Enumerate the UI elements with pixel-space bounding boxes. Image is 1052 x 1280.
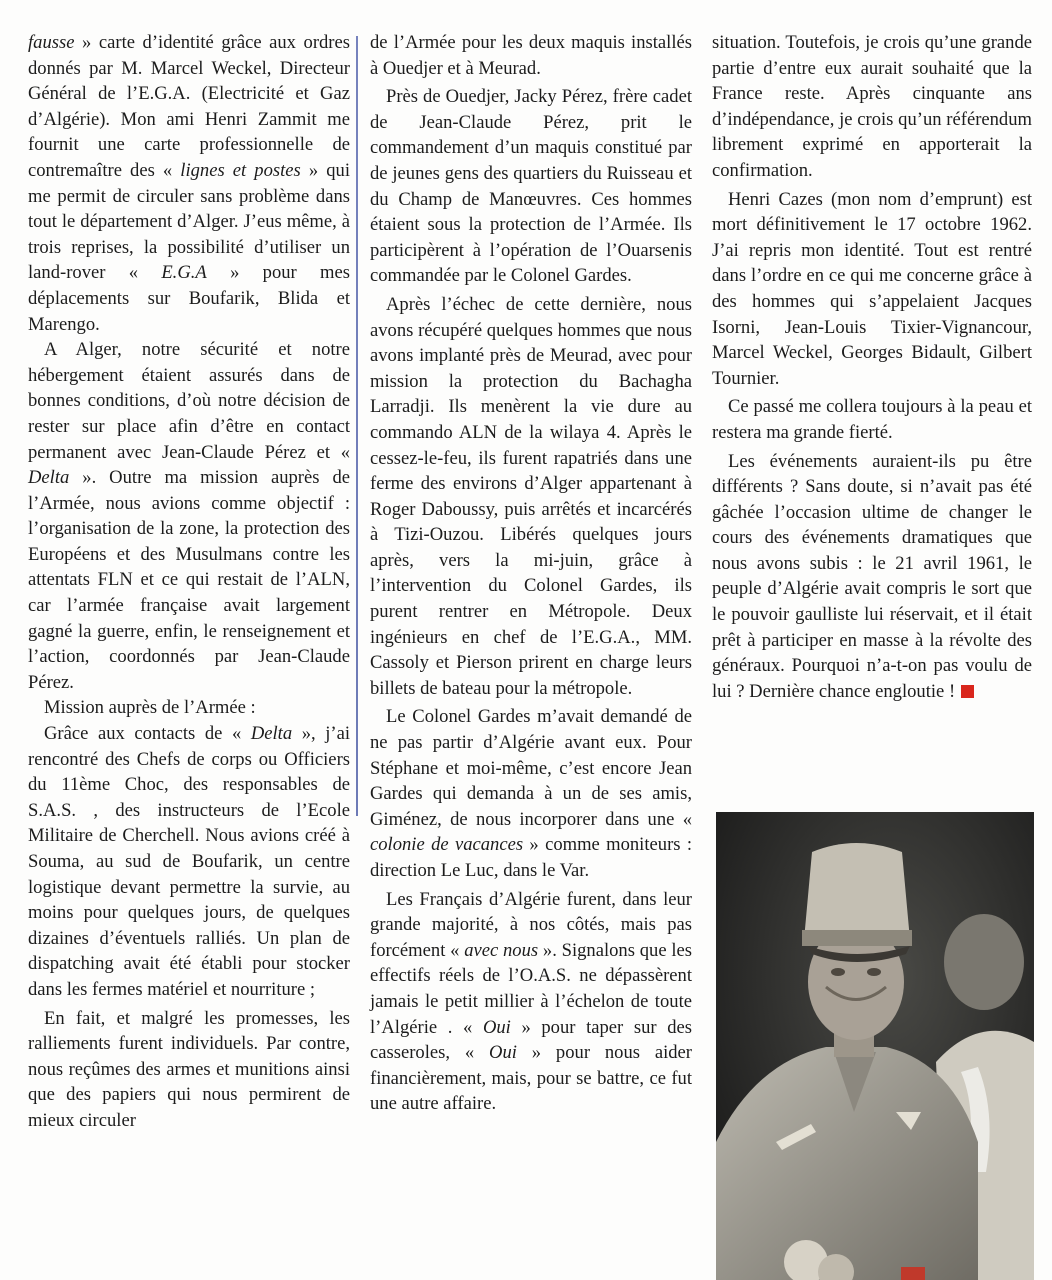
paragraph: En fait, et malgré les promesses, les ralliements furent individuels. Par contre, nous reçûmes des armes et munitions ainsi que des papiers qui nous permirent de mieux circuler [28, 1007, 350, 1131]
end-of-article-marker-icon [961, 685, 974, 698]
paragraph: Ce passé me collera toujours à la peau et restera ma grande fierté. [712, 396, 1032, 443]
paragraph: Le Colonel Gardes m’avait demandé de ne pas partir d’Algérie avant eux. Pour Stéphane et moi-même, c’est encore Jean Gardes qui demanda à un de ses amis, Giménez, de nous incorporer dans une « colonie de vacances » comme moniteurs : direction Le Luc, dans le Var. [370, 706, 692, 881]
paragraph: Près de Ouedjer, Jacky Pérez, frère cadet de Jean-Claude Pérez, prit le commandement d’un maquis constitué par de jeunes gens des quartiers du Ruisseau et du Champ de Manœuvres. Ces hommes étaient sous la protection de l’Armée. Ils participèrent à l’opération de l’Ouarsenis commandée par le Colonel Gardes. [370, 86, 692, 287]
paragraph: Les événements auraient-ils pu être différents ? Sans doute, si n’avait pas été gâchée l’occasion ultime de changer le cours des événements dramatiques que nous avons subis : le 21 avril 1961, le peuple d’Algérie avait compris le sort que le pouvoir gaulliste lui réservait, et il était prêt à participer en masse à la révolte des généraux. Pourquoi n’a-t-on pas voulu de lui ? Dernière chance engloutie ! [712, 450, 1032, 702]
paragraph: A Alger, notre sécurité et notre hébergement étaient assurés dans de bonnes conditions, d’où notre décision de rester sur place afin d’être en contact permanent avec Jean-Claude Pérez et « Delta ». Outre ma mission auprès de l’Armée, nous avions comme objectif : l’organisation de la zone, la protection des Européens et des Musulmans contre les attentats FLN et ce qui restait de l’ALN, car l’armée française avait largement gagné la guerre, enfin, le renseignement et l’action, coordonnés par Jean-Claude Pérez. [28, 339, 350, 693]
paragraph: Les Français d’Algérie furent, dans leur grande majorité, à nos côtés, mais pas forcément « avec nous ». Signalons que les effectifs réels de l’O.A.S. ne dépassèrent jamais le petit millier à l’échelon de toute l’Algérie . « Oui » pour taper sur des casseroles, « Oui » pour nous aider financièrement, mais, pour se battre, ce fut une autre affaire. [370, 888, 692, 1115]
margin-pen-line [356, 36, 358, 816]
paragraph: situation. Toutefois, je crois qu’une grande partie d’entre eux aurait souhaité que la France reste. Après cinquante ans d’indépendance, je crois qu’un référendum librement exprimé en apporterait la confirmation. [712, 32, 1032, 181]
paragraph: fausse » carte d’identité grâce aux ordres donnés par M. Marcel Weckel, Directeur Général de l’E.G.A. (Electricité et Gaz d’Algérie). Mon ami Henri Zammit me fournit une carte professionnelle de contremaître des « lignes et postes » qui me permit de circuler sans problème dans tout le département d’Alger. J’eus même, à trois reprises, la possibilité d’utiliser un land-rover « E.G.A » pour mes déplacements sur Boufarik, Blida et Marengo. [28, 32, 350, 335]
text-column-3 [712, 30, 1032, 704]
text-column-1 [28, 30, 350, 1134]
paragraph-subheading: Mission auprès de l’Armée : [44, 697, 256, 719]
paragraph: Henri Cazes (mon nom d’emprunt) est mort définitivement le 17 octobre 1962. J’ai repris mon identité. Tout est rentré dans l’ordre en ce qui me concerne grâce à des hommes qui s’appelaient Jacques Isorni, Jean-Louis Tixier-Vignancour, Marcel Weckel, Georges Bidault, Gilbert Tournier. [712, 188, 1032, 389]
paragraph: Après l’échec de cette dernière, nous avons récupéré quelques hommes que nous avons implanté près de Meurad, avec pour mission la protection du Bachagha Larradji. Ils menèrent la vie dure au commando ALN de la wilaya 4. Après le cessez-le-feu, ils furent rapatriés dans une ferme des environs d’Alger appartenant à Roger Daboussy, puis arrêtés et incarcérés à Tizi-Ouzou. Libérés quelques jours après, vers la mi-juin, grâce à l’intervention du Colonel Gardes, ils purent rentrer en Métropole. Deux ingénieurs en chef de l’E.G.A., MM. Cassoly et Pierson prirent en charge leurs billets de bateau pour la métropole. [370, 293, 692, 699]
photo-officer-in-kepi [716, 812, 1034, 1280]
paragraph: de l’Armée pour les deux maquis installés à Ouedjer et à Meurad. [370, 32, 692, 79]
text-column-2 [370, 30, 692, 1117]
paragraph: Grâce aux contacts de « Delta », j’ai rencontré des Chefs de corps ou Officiers du 11ème Choc, des responsables de S.A.S. , des instructeurs de l’Ecole Militaire de Cherchell. Nous avions créé à Souma, au sud de Boufarik, un centre logistique devant permettre la survie, au moins pour quelques jours, de quelques dizaines d’éventuels ralliés. Un plan de dispatching avait été établi pour stocker dans les fermes matériel et nourriture ; [28, 723, 350, 1000]
